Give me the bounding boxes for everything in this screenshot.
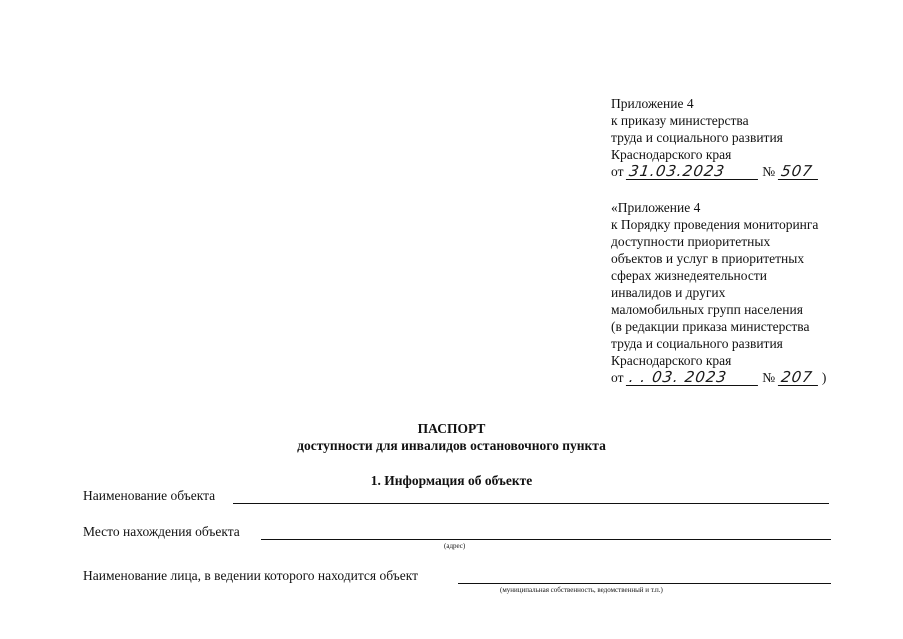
handwritten-date: . . 03. 2023 <box>626 370 760 386</box>
owner-label: Наименование лица, в ведении которого находится объект <box>83 568 419 583</box>
appendix-procedure-line: (в редакции приказа министерства <box>611 319 810 334</box>
location-label: Место нахождения объекта <box>83 524 240 539</box>
location-fill-line <box>261 539 831 540</box>
document-subtitle: доступности для инвалидов остановочного пункта <box>297 438 606 453</box>
appendix-order-line: труда и социального развития <box>611 130 783 145</box>
appendix-procedure-line: труда и социального развития <box>611 336 783 351</box>
handwritten-date: 31.03.2023 <box>626 164 760 180</box>
object-name-fill-line <box>233 503 829 504</box>
object-name-label: Наименование объекта <box>83 488 216 503</box>
appendix-procedure-line: к Порядку проведения мониторинга <box>611 217 819 232</box>
owner-fill-line <box>458 583 831 584</box>
ownership-caption: (муниципальная собственность, ведомственный и т.п.) <box>500 586 663 594</box>
appendix-procedure-line: доступности приоритетных <box>611 234 771 249</box>
section-heading: 1. Информация об объекте <box>370 473 533 488</box>
appendix-order-block <box>611 95 819 180</box>
location-field <box>83 524 240 540</box>
appendix-procedure-line: сферах жизнедеятельности <box>611 268 767 283</box>
appendix-procedure-date-line <box>611 369 826 386</box>
appendix-order-date-line <box>611 163 819 180</box>
appendix-order-line: к приказу министерства <box>611 113 749 128</box>
date-prefix: от <box>611 370 624 385</box>
closing-parenthesis: ) <box>821 370 827 385</box>
document-title: ПАСПОРТ <box>417 421 486 436</box>
number-prefix: № <box>762 370 776 385</box>
appendix-procedure-line: объектов и услуг в приоритетных <box>611 251 805 266</box>
handwritten-number: 507 <box>777 164 819 180</box>
appendix-procedure-line: маломобильных групп населения <box>611 302 803 317</box>
appendix-procedure-line: Краснодарского края <box>611 353 732 368</box>
owner-field <box>83 568 418 584</box>
object-name-field <box>83 488 215 504</box>
appendix-procedure-block <box>611 199 826 386</box>
appendix-order-line: Приложение 4 <box>611 96 694 111</box>
date-prefix: от <box>611 164 624 179</box>
handwritten-number: 207 <box>777 370 819 386</box>
number-prefix: № <box>762 164 776 179</box>
appendix-procedure-line: инвалидов и других <box>611 285 726 300</box>
appendix-procedure-line: «Приложение 4 <box>611 200 701 215</box>
appendix-order-line: Краснодарского края <box>611 147 732 162</box>
address-caption: (адрес) <box>444 542 466 550</box>
